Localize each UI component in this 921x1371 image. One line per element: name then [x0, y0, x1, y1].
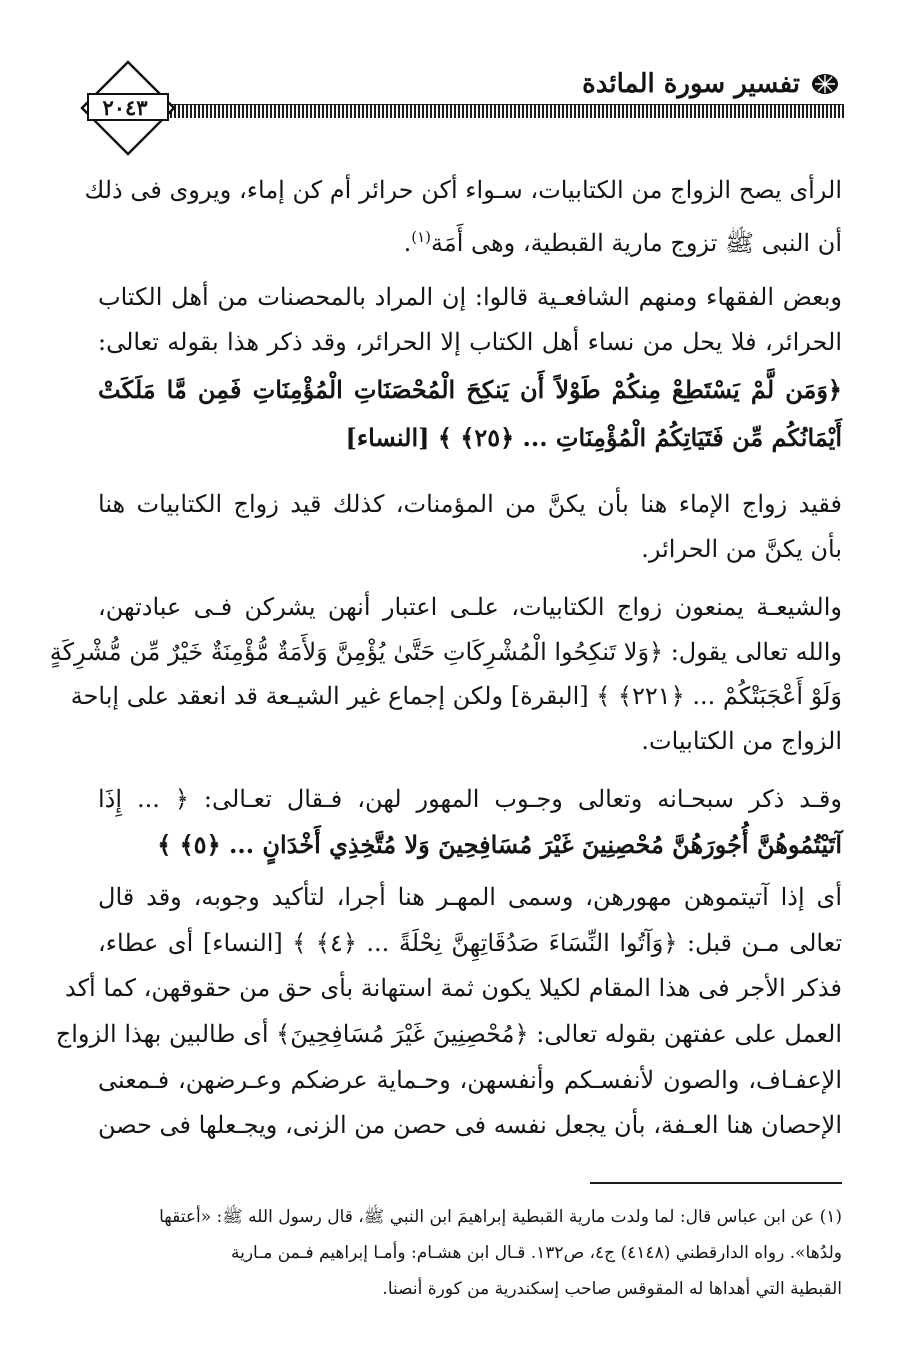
quran-verse-line: ﴿وَمَن لَّمْ يَسْتَطِعْ مِنكُمْ طَوْلاً أَن يَنكِحَ الْمُحْصَنَاتِ الْمُؤْمِنَاتِ فَمِن مَّا مَلَكَتْ — [98, 375, 842, 404]
body-line: فذكر الأجر فى هذا المقام لكيلا يكون ثمة استهانة بأى حق من حقوقهن، كما أكد — [65, 974, 842, 1002]
body-line: الإعفـاف، والصون لأنفسـكم وأنفسهن، وحـماية عرضكم وعـرضهن، فـمعنى — [98, 1066, 842, 1094]
body-line: الزواج من الكتابيات. — [641, 727, 842, 755]
body-line: فقيد زواج الإماء هنا بأن يكنَّ من المؤمنات، كذلك قيد زواج الكتابيات هنا — [98, 490, 842, 518]
page-number: ٢٠٤٣ — [102, 95, 148, 120]
quran-verse-line: أَيْمَانُكُم مِّن فَتَيَاتِكُمُ الْمُؤْمِنَاتِ ... ﴿٢٥﴾ ﴾ [النساء] — [345, 423, 842, 452]
body-line: الحرائر، فلا يحل من نساء أهل الكتاب إلا الحرائر، وقد ذكر هذا بقوله تعالى: — [98, 328, 842, 356]
footnote-rule — [590, 1182, 842, 1184]
running-header — [560, 62, 840, 106]
footnote-line: (١) عن ابن عباس قال: لما ولدت مارية القبطية إبراهيمَ ابن النبي ﷺ، قال رسول الله ﷺ: «أعتقها — [159, 1207, 842, 1227]
body-line: والله تعالى يقول: ﴿وَلا تَنكِحُوا الْمُشْرِكَاتِ حَتَّىٰ يُؤْمِنَّ وَلأَمَةٌ مُّؤْمِنَةٌ خَيْرٌ مِّن مُّشْرِكَةٍ — [49, 638, 842, 666]
body-line: وقـد ذكر سبحـانه وتعالى وجـوب المهور لهن، فـقال تعـالى: ﴿ ... إِذَا — [98, 785, 842, 813]
body-line: أن النبى ﷺ تزوج مارية القبطية، وهى أَمَة$^{(١)}$. — [403, 228, 842, 257]
body-line: وَلَوْ أَعْجَبَتْكُمْ ... ﴿٢٢١﴾ ﴾ [البقرة] ولكن إجماع غير الشيـعة قد انعقد على إباحة — [70, 682, 842, 710]
body-line: الإحصان هنا العـفة، بأن يجعل نفسه فى حصن من الزنى، ويجـعلها فى حصن — [98, 1111, 842, 1139]
header-ornament-icon — [810, 72, 840, 96]
body-line: تعالى مـن قبل: ﴿وَآتُوا النِّسَاءَ صَدُقَاتِهِنَّ نِحْلَةً ... ﴿٤﴾ ﴾ [النساء] أى عطاء، — [98, 929, 842, 957]
header-rule — [162, 104, 844, 118]
quran-verse-line: آتَيْتُمُوهُنَّ أُجُورَهُنَّ مُحْصِنِينَ غَيْرَ مُسَافِحِينَ وَلا مُتَّخِذِي أَخْدَانٍ ... ﴿٥﴾ ﴾ — [157, 830, 842, 859]
body-line: أى إذا آتيتموهن مهورهن، وسمى المهـر هنا أجرا، لتأكيد وجوبه، وقد قال — [98, 883, 842, 911]
footnote-marker: (١) — [411, 228, 431, 246]
chapter-title: تفسير سورة المائدة — [582, 69, 800, 99]
body-line: وبعض الفقهاء ومنهم الشافعـية قالوا: إن المراد بالمحصنات من أهل الكتاب — [98, 283, 842, 311]
body-line: العمل على عفتهن بقوله تعالى: ﴿مُحْصِنِينَ غَيْرَ مُسَافِحِينَ﴾ أى طالبين بهذا الزواج — [55, 1020, 842, 1048]
body-line: بأن يكنَّ من الحرائر. — [641, 535, 842, 563]
body-line: والشيعـة يمنعون زواج الكتابيات، علـى اعتبار أنهن يشركن فـى عبادتهن، — [98, 593, 842, 621]
footnote-line: القبطية التي أهداها له المقوقس صاحب إسكندرية من كورة أنصنا. — [382, 1279, 842, 1299]
footnote-line: ولدُها». رواه الدارقطني (٤١٤٨) ج٤، ص١٣٢. قـال ابن هشـام: وأمـا إبراهيم فـمن مـارية — [230, 1243, 842, 1263]
body-line: الرأى يصح الزواج من الكتابيات، سـواء أكن حرائر أم كن إماء، ويروى فى ذلك — [84, 176, 842, 204]
